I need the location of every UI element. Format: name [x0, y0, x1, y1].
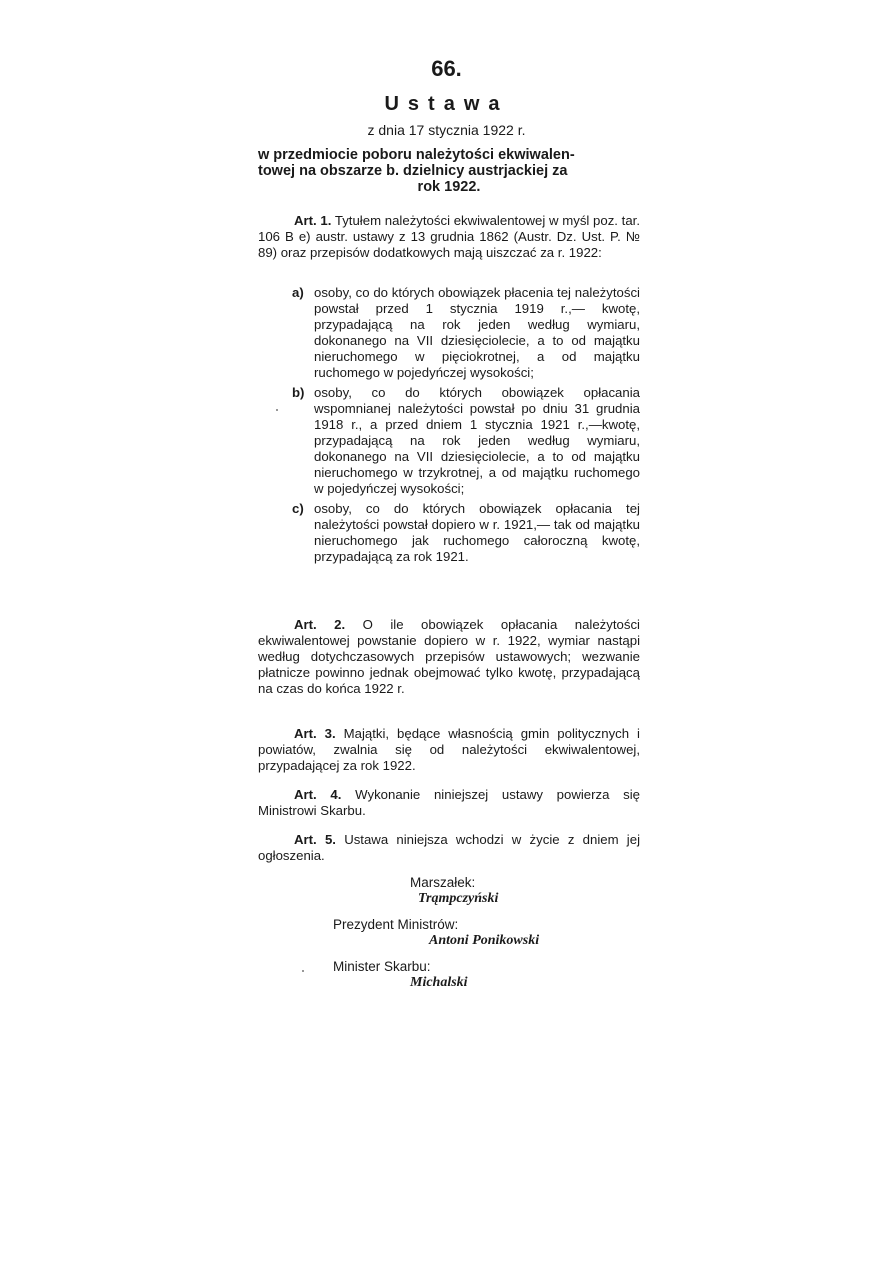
article-text: Ustawa niniejsza wchodzi w życie z dniem jej ogłoszenia. [258, 832, 641, 863]
article-label: Art. 5. [294, 832, 336, 847]
page-number: 66. [431, 56, 462, 81]
article-label: Art. 4. [294, 787, 342, 802]
article-1-items [286, 285, 640, 567]
article-text: Majątki, będące własnością gmin politycznych i powiatów, zwalnia się od należytości ekwiwalentowej, przypadającej za rok 1922. [258, 726, 640, 773]
article-text: Wykonanie niniejszej ustawy powierza się Ministrowi Skarbu. [258, 787, 641, 818]
item-label: a) [292, 285, 304, 300]
list-item [286, 285, 640, 381]
article-label: Art. 2. [294, 617, 346, 632]
article-label: Art. 3. [294, 726, 336, 741]
article-4 [258, 787, 640, 819]
article-2 [258, 617, 640, 697]
scan-speck [302, 970, 304, 972]
article-text: Tytułem należytości ekwiwalentowej w myśl poz. tar. 106 B e) austr. ustawy z 13 grudnia 1862 (Austr. Dz. Ust. P. № 89) oraz przepisów dodatkowych mają uiszczać za r. 1922: [258, 213, 641, 260]
article-5 [258, 832, 640, 864]
article-1 [258, 213, 640, 261]
list-item [286, 385, 640, 497]
signature-name: Michalski [410, 975, 468, 990]
item-label: c) [292, 501, 304, 516]
signature-name: Trąmpczyński [418, 891, 499, 906]
subject-line: rok 1922. [417, 179, 481, 195]
signature-role: Marszałek: [410, 875, 476, 890]
article-text: O ile obowiązek opłacania należytości ekwiwalentowej powstanie dopiero w r. 1922, wymiar nastąpi według dotychczasowych przepisów ustawowych; wezwanie płatnicze powinno jednak obejmować tylko kwotę, przypadającą na czas do końca 1922 r. [258, 617, 640, 696]
item-text: osoby, co do których obowiązek opłacania tej należytości powstał dopiero w r. 1921,— tak od majątku nieruchomego jak ruchomego całoroczną kwotę, przypadającą za rok 1921. [314, 501, 640, 564]
signature-treasury-minister [333, 959, 468, 991]
item-label: b) [292, 385, 305, 400]
scan-speck [276, 409, 278, 411]
signature-role: Prezydent Ministrów: [333, 917, 459, 932]
document-title: Ustawa [384, 93, 509, 115]
signature-prime-minister [333, 917, 539, 949]
subject-line: w przedmiocie poboru należytości ekwiwalen- [258, 147, 575, 163]
item-text: osoby, co do których obowiązek płacenia tej należytości powstał przed 1 stycznia 1919 r.,— kwotę, przypadającą na rok jeden według wymiaru, dokonanego na VII dziesięciolecie, a to od majątku nieruchomego w pięciokrotnej, a od majątku ruchomego w pojedyńczej wysokości; [314, 285, 640, 380]
item-text: osoby, co do których obowiązek opłacania wspomnianej należytości powstał po dniu 31 grudnia 1918 r., a przed dniem 1 stycznia 1921 r.,—kwotę, przypadającą na rok jeden według wymiaru, dokonanego na VII dziesięciolecie, a to od majątku nieruchomego w trzykrotnej, a od majątku ruchomego w pojedyńczej wysokości; [314, 385, 640, 496]
article-label: Art. 1. [294, 213, 332, 228]
list-item [286, 501, 640, 565]
document-subject [258, 147, 640, 195]
signature-marshal [410, 875, 498, 907]
signature-role: Minister Skarbu: [333, 959, 431, 974]
signature-name: Antoni Ponikowski [429, 933, 540, 948]
subject-line: towej na obszarze b. dzielnicy austrjackiej za [258, 163, 568, 179]
document-date: z dnia 17 stycznia 1922 r. [367, 122, 526, 138]
article-3 [258, 726, 640, 774]
